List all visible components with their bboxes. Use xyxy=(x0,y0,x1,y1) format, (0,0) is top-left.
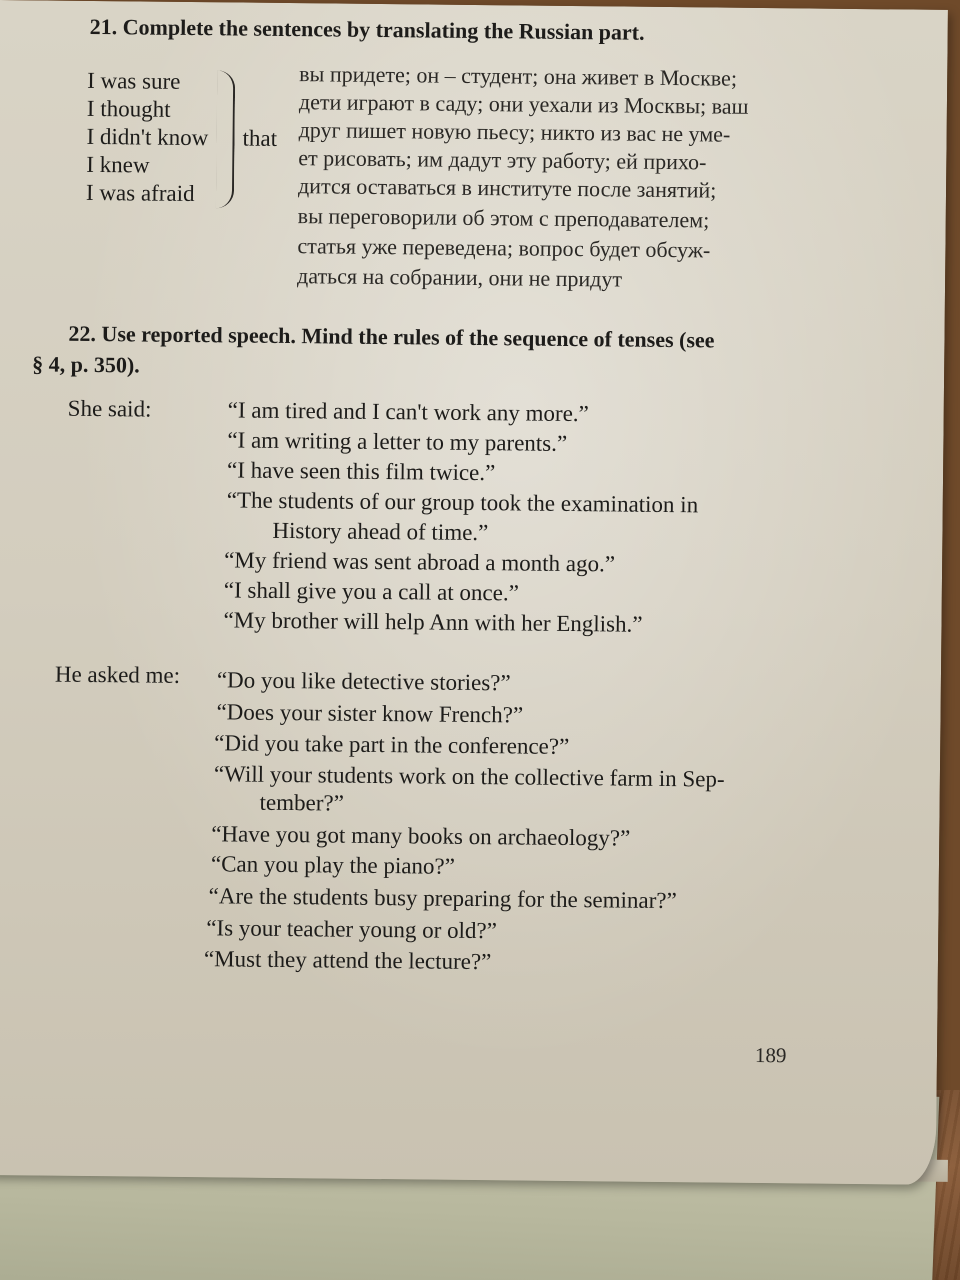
russian-line-5: дится оставаться в институте после занятий; xyxy=(297,173,717,203)
he-asked-line-1: “Do you like detective stories?” xyxy=(216,667,511,696)
he-asked-label: He asked me: xyxy=(54,661,181,688)
she-said-line-5: “My friend was sent abroad a month ago.” xyxy=(224,547,616,577)
she-said-line-7: “My brother will help Ann with her English.” xyxy=(223,607,643,637)
starter-1: I was sure xyxy=(87,67,181,94)
he-asked-line-5: “Have you got many books on archaeology?” xyxy=(211,821,631,851)
russian-line-7: статья уже переведена; вопрос будет обсуж- xyxy=(297,233,711,263)
she-said-line-4: “The students of our group took the examination in xyxy=(226,487,699,518)
he-asked-line-7: “Are the students busy preparing for the seminar?” xyxy=(208,883,677,914)
he-asked-line-6: “Can you play the piano?” xyxy=(210,851,456,879)
he-asked-line-8: “Is your teacher young or old?” xyxy=(206,915,497,944)
he-asked-line-4-cont: tember?” xyxy=(259,789,345,816)
she-said-line-4-cont: History ahead of time.” xyxy=(272,517,489,546)
brace-icon xyxy=(216,70,235,208)
she-said-line-3: “I have seen this film twice.” xyxy=(226,457,496,486)
russian-line-4: ет рисовать; им дадут эту работу; ей прихо- xyxy=(298,145,707,175)
exercise-22-title-line-1: 22. Use reported speech. Mind the rules of the sequence of tenses (see xyxy=(68,320,715,353)
starter-5: I was afraid xyxy=(85,179,195,207)
russian-line-1: вы придете; он – студент; она живет в Москве; xyxy=(299,61,738,91)
starter-4: I knew xyxy=(86,151,150,178)
she-said-line-2: “I am writing a letter to my parents.” xyxy=(227,427,568,456)
russian-line-3: друг пишет новую пьесу; никто из вас не уме- xyxy=(298,117,731,147)
starter-3: I didn't know xyxy=(86,123,209,151)
she-said-line-6: “I shall give you a call at once.” xyxy=(223,577,519,606)
he-asked-line-3: “Did you take part in the conference?” xyxy=(214,730,570,760)
he-asked-line-9: “Must they attend the lecture?” xyxy=(203,946,492,975)
russian-line-8: даться на собрании, они не придут xyxy=(296,263,623,292)
connector-that: that xyxy=(242,125,278,151)
starter-2: I thought xyxy=(86,95,171,122)
she-said-line-1: “I am tired and I can't work any more.” xyxy=(227,397,589,427)
he-asked-line-4: “Will your students work on the collective farm in Sep- xyxy=(213,761,725,792)
she-said-label: She said: xyxy=(67,395,152,422)
he-asked-line-2: “Does your sister know French?” xyxy=(216,699,524,728)
exercise-21-title: 21. Complete the sentences by translating the Russian part. xyxy=(89,13,645,45)
exercise-22-title-line-2: § 4, p. 350). xyxy=(32,351,140,378)
russian-line-2: дети играют в саду; они уехали из Москвы; ваш xyxy=(298,89,749,119)
page-number: 189 xyxy=(754,1042,787,1068)
russian-line-6: вы переговорили об этом с преподавателем; xyxy=(297,203,710,233)
